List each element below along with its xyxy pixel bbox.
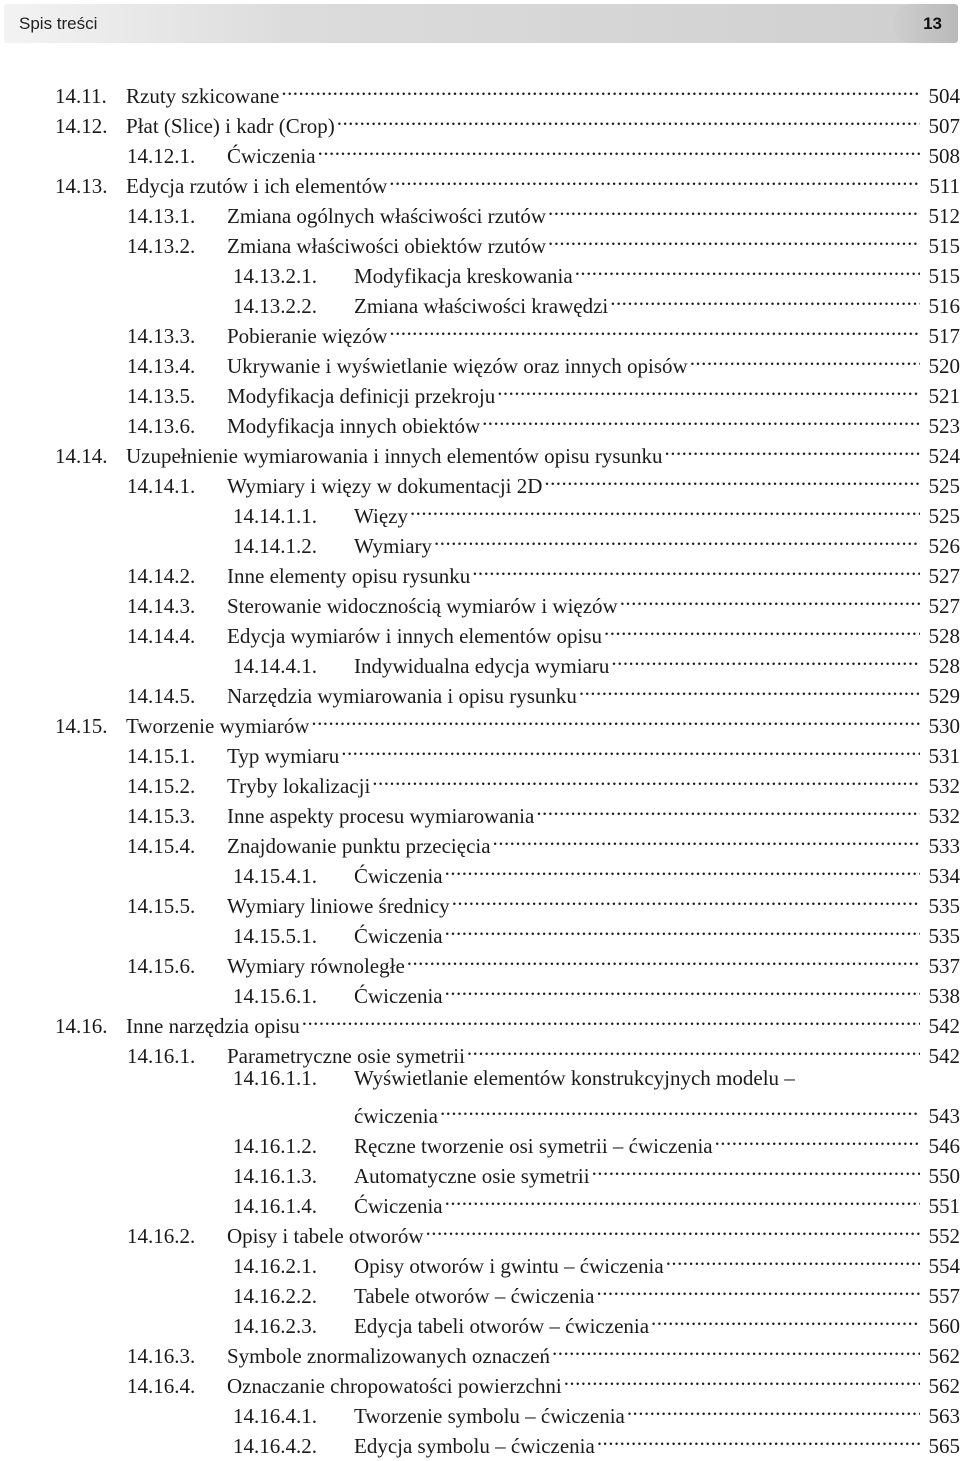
toc-entry-number: 14.13.4. <box>127 354 196 378</box>
toc-entry-number: 14.16.1.4. <box>233 1194 317 1218</box>
dot-leader <box>445 913 920 943</box>
toc-entry-page: 512 <box>928 204 960 228</box>
toc-entry-title: Indywidualna edycja wymiaru <box>354 654 610 678</box>
dot-leader <box>665 433 920 463</box>
toc-entry-title: Rzuty szkicowane <box>126 84 280 108</box>
toc-entry-page: 532 <box>928 774 960 798</box>
toc-entry[interactable] <box>233 493 960 528</box>
dot-leader <box>564 1363 920 1393</box>
toc-entry-title: Ręczne tworzenie osi symetrii – ćwiczenia <box>354 1134 713 1158</box>
toc-entry-number: 14.13.6. <box>127 414 196 438</box>
toc-entry-number: 14.15.1. <box>127 744 196 768</box>
toc-entry-title: Modyfikacja definicji przekroju <box>227 384 496 408</box>
toc-entry[interactable] <box>55 163 960 198</box>
toc-entry[interactable] <box>127 223 960 258</box>
toc-entry-title: Zmiana ogólnych właściwości rzutów <box>227 204 546 228</box>
dot-leader <box>472 553 920 583</box>
toc-entry[interactable] <box>233 1393 960 1428</box>
toc-entry-title: Ćwiczenia <box>354 924 443 948</box>
toc-entry-number: 14.15.5. <box>127 894 196 918</box>
toc-entry-page: 554 <box>928 1254 960 1278</box>
toc-entry-page: 534 <box>928 864 960 888</box>
toc-entry-number: 14.14.2. <box>127 564 196 588</box>
dot-leader <box>445 973 920 1003</box>
toc-entry-page: 523 <box>928 414 960 438</box>
toc-entry-page: 535 <box>928 924 960 948</box>
toc-entry-page: 507 <box>928 114 960 138</box>
toc-entry-number: 14.15.6.1. <box>233 984 317 1008</box>
toc-entry[interactable] <box>233 523 960 558</box>
toc-entry-number: 14.16.1.3. <box>233 1164 317 1188</box>
toc-entry-number: 14.16.2. <box>127 1224 196 1248</box>
toc-entry[interactable] <box>127 883 960 918</box>
toc-entry[interactable] <box>127 463 960 498</box>
toc-entry-number: 14.13.3. <box>127 324 196 348</box>
toc-entry-number: 14.12.1. <box>127 144 196 168</box>
toc-entry-title: Wymiary równoległe <box>227 954 405 978</box>
toc-entry-number: 14.15.5.1. <box>233 924 317 948</box>
toc-entry-page: 528 <box>928 624 960 648</box>
toc-entry-page: 550 <box>928 1164 960 1188</box>
toc-entry-page: 535 <box>928 894 960 918</box>
toc-entry-title: Typ wymiaru <box>227 744 340 768</box>
toc-entry-number: 14.16.4. <box>127 1374 196 1398</box>
dot-leader <box>445 853 920 883</box>
toc-entry-number: 14.15.4.1. <box>233 864 317 888</box>
toc-entry-number: 14.16.2.2. <box>233 1284 317 1308</box>
toc-entry-page: 531 <box>928 744 960 768</box>
toc-entry-title: Sterowanie widocznością wymiarów i więzów <box>227 594 618 618</box>
toc-entry-title: Symbole znormalizowanych oznaczeń <box>227 1344 551 1368</box>
toc-entry-title: Ćwiczenia <box>354 984 443 1008</box>
toc-entry[interactable] <box>127 733 960 768</box>
toc-entry-title: Inne aspekty procesu wymiarowania <box>227 804 535 828</box>
dot-leader <box>372 763 920 793</box>
toc-entry-number: 14.13. <box>55 174 108 198</box>
page-header <box>4 4 956 43</box>
dot-leader <box>715 1123 920 1153</box>
toc-entry[interactable] <box>233 643 960 678</box>
toc-entry-number: 14.16.1. <box>127 1044 196 1068</box>
toc-entry-title: Parametryczne osie symetrii <box>227 1044 465 1068</box>
toc-entry-title: Ćwiczenia <box>354 864 443 888</box>
toc-entry-page: 543 <box>928 1104 960 1128</box>
toc-entry-page: 517 <box>928 324 960 348</box>
toc-entry-page: 563 <box>928 1404 960 1428</box>
toc-entry-page: 546 <box>928 1134 960 1158</box>
toc-entry-title: Płat (Slice) i kadr (Crop) <box>126 114 335 138</box>
dot-leader <box>337 103 920 133</box>
toc-entry-number: 14.15.2. <box>127 774 196 798</box>
toc-entry-title: Tworzenie symbolu – ćwiczenia <box>354 1404 625 1428</box>
toc-entry-number: 14.13.2. <box>127 234 196 258</box>
toc-entry-title: Tryby lokalizacji <box>227 774 371 798</box>
toc-entry[interactable] <box>233 913 960 948</box>
toc-entry[interactable] <box>127 313 960 348</box>
toc-entry-number: 14.14.5. <box>127 684 196 708</box>
toc-entry-page: 560 <box>928 1314 960 1338</box>
toc-entry-number: 14.14.1.1. <box>233 504 317 528</box>
table-of-contents <box>0 73 960 1458</box>
toc-entry-page: 515 <box>928 234 960 258</box>
toc-entry-number: 14.16.2.3. <box>233 1314 317 1338</box>
dot-leader <box>597 1423 920 1453</box>
dot-leader <box>318 133 920 163</box>
toc-entry-page: 533 <box>928 834 960 858</box>
toc-entry-title: Edycja wymiarów i innych elementów opisu <box>227 624 602 648</box>
toc-entry-title: Ćwiczenia <box>354 1194 443 1218</box>
toc-entry[interactable] <box>127 943 960 978</box>
toc-entry-title: Narzędzia wymiarowania i opisu rysunku <box>227 684 577 708</box>
dot-leader <box>548 223 920 253</box>
toc-entry-page: 538 <box>928 984 960 1008</box>
toc-entry[interactable] <box>233 1093 960 1128</box>
toc-entry[interactable] <box>127 1213 960 1248</box>
toc-entry[interactable] <box>233 1123 960 1158</box>
toc-entry[interactable] <box>233 1183 960 1218</box>
toc-entry-page: 537 <box>928 954 960 978</box>
dot-leader <box>627 1393 920 1423</box>
toc-entry-title: Inne narzędzia opisu <box>126 1014 300 1038</box>
toc-entry-title: Tabele otworów – ćwiczenia <box>354 1284 595 1308</box>
toc-entry[interactable] <box>127 373 960 408</box>
toc-entry[interactable] <box>233 1423 960 1458</box>
toc-entry-title: Opisy i tabele otworów <box>227 1224 424 1248</box>
toc-entry-number: 14.14.4.1. <box>233 654 317 678</box>
toc-entry-title: Zmiana właściwości obiektów rzutów <box>227 234 546 258</box>
toc-entry-page: 530 <box>928 714 960 738</box>
toc-entry-page: 565 <box>928 1434 960 1458</box>
toc-entry-page: 562 <box>928 1374 960 1398</box>
toc-entry[interactable] <box>127 763 960 798</box>
dot-leader <box>410 493 920 523</box>
toc-entry-page: 557 <box>928 1284 960 1308</box>
dot-leader <box>426 1213 920 1243</box>
toc-entry[interactable] <box>127 343 960 378</box>
toc-entry[interactable] <box>233 973 960 1008</box>
toc-entry-number: 14.16. <box>55 1014 108 1038</box>
toc-entry-number: 14.16.4.2. <box>233 1434 317 1458</box>
dot-leader <box>592 1153 920 1183</box>
toc-entry-title: Ukrywanie i wyświetlanie więzów oraz innych opisów <box>227 354 688 378</box>
dot-leader <box>302 1003 920 1033</box>
toc-entry-title: Edycja tabeli otworów – ćwiczenia <box>354 1314 650 1338</box>
dot-leader <box>552 1333 920 1363</box>
toc-entry[interactable] <box>127 793 960 828</box>
page-number-badge <box>892 4 958 43</box>
toc-entry-number: 14.11. <box>55 84 107 108</box>
toc-entry-title: ćwiczenia <box>354 1104 438 1128</box>
toc-entry-title: Tworzenie wymiarów <box>126 714 310 738</box>
dot-leader <box>690 343 920 373</box>
toc-entry[interactable] <box>127 193 960 228</box>
toc-entry-title: Więzy <box>354 504 408 528</box>
toc-entry-number: 14.14. <box>55 444 108 468</box>
toc-entry-number: 14.14.4. <box>127 624 196 648</box>
dot-leader <box>467 1033 920 1063</box>
toc-entry-page: 562 <box>928 1344 960 1368</box>
toc-entry-number: 14.16.1.2. <box>233 1134 317 1158</box>
toc-entry-title: Modyfikacja kreskowania <box>354 264 573 288</box>
toc-entry[interactable] <box>55 1003 960 1038</box>
dot-leader <box>281 73 920 103</box>
toc-entry-number: 14.15.3. <box>127 804 196 828</box>
toc-entry[interactable] <box>233 1303 960 1338</box>
toc-entry-page: 525 <box>928 474 960 498</box>
toc-entry-number: 14.14.1.2. <box>233 534 317 558</box>
toc-entry-page: 515 <box>928 264 960 288</box>
dot-leader <box>493 823 920 853</box>
dot-leader <box>482 403 920 433</box>
toc-entry-number: 14.13.2.1. <box>233 264 317 288</box>
toc-entry-page: 508 <box>928 144 960 168</box>
toc-entry[interactable] <box>127 1363 960 1398</box>
toc-entry-page: 528 <box>928 654 960 678</box>
toc-entry[interactable] <box>127 133 960 168</box>
toc-entry[interactable] <box>55 103 960 138</box>
dot-leader <box>544 463 920 493</box>
dot-leader <box>548 193 920 223</box>
dot-leader <box>341 733 920 763</box>
toc-entry-title: Znajdowanie punktu przecięcia <box>227 834 491 858</box>
toc-entry-page: 542 <box>928 1044 960 1068</box>
toc-entry-page: 529 <box>928 684 960 708</box>
page-number: 13 <box>923 14 942 33</box>
toc-entry-page: 524 <box>928 444 960 468</box>
toc-entry-page: 552 <box>928 1224 960 1248</box>
toc-entry[interactable] <box>55 433 960 468</box>
toc-entry-title: Wyświetlanie elementów konstrukcyjnych modelu – <box>354 1066 795 1090</box>
dot-leader <box>579 673 920 703</box>
dot-leader <box>651 1303 920 1333</box>
toc-entry-number: 14.13.2.2. <box>233 294 317 318</box>
toc-entry-number: 14.15. <box>55 714 108 738</box>
toc-entry-page: 526 <box>928 534 960 558</box>
toc-entry[interactable] <box>127 1333 960 1368</box>
toc-entry-title: Modyfikacja innych obiektów <box>227 414 481 438</box>
dot-leader <box>610 283 920 313</box>
toc-entry[interactable] <box>233 1243 960 1278</box>
toc-entry-title: Uzupełnienie wymiarowania i innych elementów opisu rysunku <box>126 444 663 468</box>
toc-entry[interactable] <box>127 613 960 648</box>
toc-entry[interactable] <box>127 583 960 618</box>
toc-entry-page: 520 <box>928 354 960 378</box>
toc-entry[interactable] <box>233 1153 960 1188</box>
toc-entry-page: 527 <box>928 594 960 618</box>
dot-leader <box>620 583 920 613</box>
toc-entry[interactable] <box>127 1033 960 1068</box>
toc-entry-page: 516 <box>928 294 960 318</box>
toc-entry[interactable] <box>233 1063 960 1093</box>
toc-entry-number: 14.14.1. <box>127 474 196 498</box>
toc-entry-page: 527 <box>928 564 960 588</box>
dot-leader <box>445 1183 920 1213</box>
toc-entry-number: 14.15.4. <box>127 834 196 858</box>
toc-entry-title: Zmiana właściwości krawędzi <box>354 294 609 318</box>
dot-leader <box>452 883 920 913</box>
toc-entry-page: 504 <box>928 84 960 108</box>
dot-leader <box>575 253 920 283</box>
toc-entry[interactable] <box>127 553 960 588</box>
toc-entry-page: 551 <box>928 1194 960 1218</box>
toc-entry[interactable] <box>233 253 960 288</box>
toc-entry-title: Pobieranie więzów <box>227 324 388 348</box>
toc-entry[interactable] <box>55 703 960 738</box>
dot-leader <box>604 613 920 643</box>
toc-entry-title: Wymiary i więzy w dokumentacji 2D <box>227 474 543 498</box>
dot-leader <box>311 703 920 733</box>
dot-leader <box>389 313 920 343</box>
toc-entry-title: Opisy otworów i gwintu – ćwiczenia <box>354 1254 664 1278</box>
dot-leader <box>536 793 920 823</box>
toc-entry[interactable] <box>127 823 960 858</box>
toc-entry-number: 14.12. <box>55 114 108 138</box>
dot-leader <box>611 643 920 673</box>
section-title: Spis treści <box>19 14 98 33</box>
dot-leader <box>597 1273 920 1303</box>
toc-entry-title: Ćwiczenia <box>227 144 316 168</box>
dot-leader <box>440 1093 920 1123</box>
toc-entry-title: Automatyczne osie symetrii <box>354 1164 590 1188</box>
toc-entry[interactable] <box>55 73 960 108</box>
toc-entry-title: Edycja symbolu – ćwiczenia <box>354 1434 595 1458</box>
toc-entry-title: Wymiary liniowe średnicy <box>227 894 450 918</box>
toc-entry-number: 14.13.1. <box>127 204 196 228</box>
dot-leader <box>497 373 920 403</box>
toc-entry[interactable] <box>233 853 960 888</box>
toc-entry-page: 521 <box>928 384 960 408</box>
toc-entry[interactable] <box>233 1273 960 1308</box>
toc-entry-number: 14.16.4.1. <box>233 1404 317 1428</box>
toc-entry-title: Oznaczanie chropowatości powierzchni <box>227 1374 562 1398</box>
dot-leader <box>389 163 920 193</box>
toc-entry-page: 542 <box>928 1014 960 1038</box>
toc-entry-number: 14.16.1.1. <box>233 1066 317 1090</box>
toc-entry[interactable] <box>233 283 960 318</box>
toc-entry-title: Inne elementy opisu rysunku <box>227 564 471 588</box>
toc-entry-number: 14.16.2.1. <box>233 1254 317 1278</box>
toc-entry-page: 532 <box>928 804 960 828</box>
toc-entry-number: 14.15.6. <box>127 954 196 978</box>
toc-entry-number: 14.14.3. <box>127 594 196 618</box>
toc-entry-number: 14.16.3. <box>127 1344 196 1368</box>
toc-entry-page: 525 <box>928 504 960 528</box>
toc-entry[interactable] <box>127 403 960 438</box>
dot-leader <box>434 523 920 553</box>
toc-entry[interactable] <box>127 673 960 708</box>
toc-entry-number: 14.13.5. <box>127 384 196 408</box>
toc-entry-title: Edycja rzutów i ich elementów <box>126 174 388 198</box>
toc-entry-title: Wymiary <box>354 534 433 558</box>
toc-entry-page: 511 <box>929 174 960 198</box>
dot-leader <box>666 1243 920 1273</box>
dot-leader <box>407 943 920 973</box>
